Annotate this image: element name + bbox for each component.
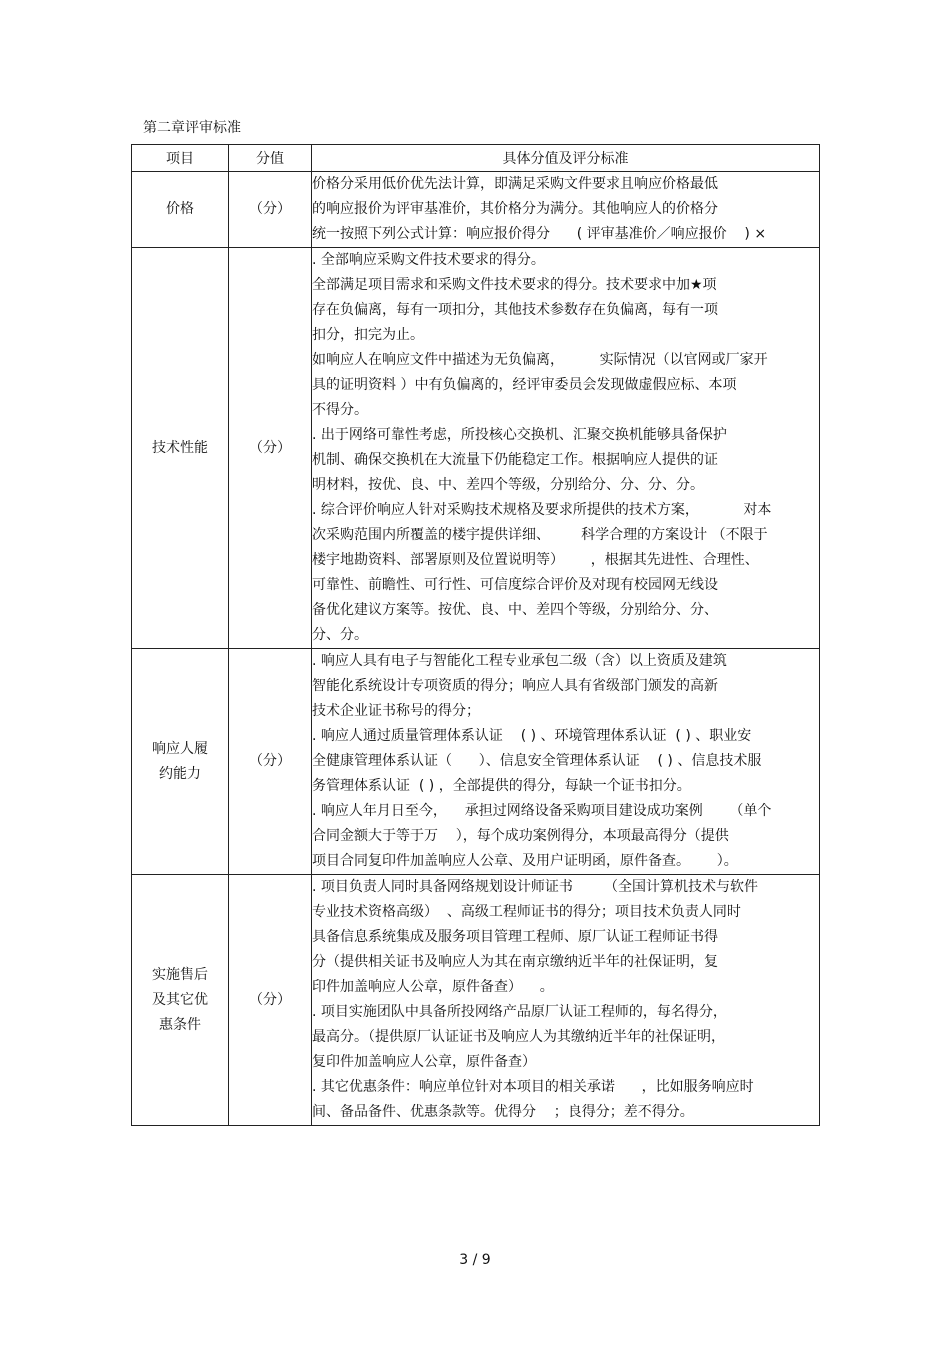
- criteria-line: 印件加盖响应人公章，原件备查） 。: [312, 979, 554, 995]
- criteria-line: 价格分采用低价优先法计算，即满足采购文件要求且响应价格最低: [312, 176, 718, 192]
- criteria-line: 如响应人在响应文件中描述为无负偏离， 实际情况（以官网或厂家开: [312, 352, 768, 368]
- item-name-line: 实施售后: [152, 966, 208, 983]
- criteria-line: . 响应人年月日至今， 承担过网络设备采购项目建设成功案例 （单个: [312, 803, 772, 819]
- criteria-line: 楼宇地勘资料、部署原则及位置说明等） ，根据其先进性、合理性、: [312, 552, 759, 568]
- page-number: 3 / 9: [459, 1252, 491, 1268]
- item-name-line: 响应人履: [152, 740, 208, 757]
- row-score: （分）: [229, 649, 312, 875]
- criteria-line: 全健康管理体系认证（ ）、信息安全管理体系认证 ( ) 、信息技术服: [312, 753, 762, 769]
- row-criteria-detail: [312, 248, 820, 649]
- criteria-line: 扣分，扣完为止。: [312, 327, 424, 343]
- criteria-line: 全部满足项目需求和采购文件技术要求的得分。技术要求中加★项: [312, 277, 717, 293]
- table-row: [132, 248, 820, 649]
- criteria-line: 最高分。（提供原厂认证证书及响应人为其缴纳近半年的社保证明，: [312, 1029, 725, 1045]
- table-row: [132, 649, 820, 875]
- criteria-line: 备优化建议方案等。按优、良、中、差四个等级，分别给分、分、: [312, 602, 718, 618]
- row-score: （分）: [229, 875, 312, 1126]
- row-score: （分）: [229, 248, 312, 649]
- item-name-line: 惠条件: [159, 1016, 201, 1033]
- table-row: [132, 875, 820, 1126]
- chapter-title: 第二章评审标准: [143, 120, 241, 136]
- criteria-line: 明材料，按优、良、中、差四个等级，分别给分、分、分、分。: [312, 477, 704, 493]
- header-score: 分值: [229, 145, 312, 172]
- criteria-line: 合同金额大于等于万 ），每个成功案例得分，本项最高得分（提供: [312, 828, 729, 844]
- criteria-line: 具的证明资料 ）中有负偏离的，经评审委员会发现做虚假应标、本项: [312, 377, 737, 393]
- criteria-line: 的响应报价为评审基准价，其价格分为满分。其他响应人的价格分: [312, 201, 718, 217]
- header-item: 项目: [132, 145, 229, 172]
- criteria-line: 分、分。: [312, 627, 368, 643]
- item-name-line: 及其它优: [152, 991, 208, 1008]
- row-criteria-detail: [312, 649, 820, 875]
- criteria-line: . 出于网络可靠性考虑，所投核心交换机、汇聚交换机能够具备保护: [312, 427, 727, 443]
- criteria-line: 不得分。: [312, 402, 368, 418]
- criteria-line: . 全部响应采购文件技术要求的得分。: [312, 252, 545, 268]
- evaluation-criteria-table: [131, 144, 820, 1126]
- criteria-line: 复印件加盖响应人公章，原件备查）: [312, 1054, 536, 1070]
- criteria-line: 存在负偏离，每有一项扣分，其他技术参数存在负偏离，每有一项: [312, 302, 718, 318]
- criteria-line: . 项目实施团队中具备所投网络产品原厂认证工程师的，每名得分，: [312, 1004, 727, 1020]
- header-criteria: 具体分值及评分标准: [312, 145, 820, 172]
- criteria-line: 务管理体系认证 ( ) ，全部提供的得分，每缺一个证书扣分。: [312, 778, 691, 794]
- criteria-line: 专业技术资格高级） 、高级工程师证书的得分；项目技术负责人同时: [312, 904, 741, 920]
- criteria-line: 具备信息系统集成及服务项目管理工程师、原厂认证工程师证书得: [312, 929, 718, 945]
- criteria-line: 统一按照下列公式计算：响应报价得分 ( 评审基准价／响应报价 ) ×: [312, 226, 767, 242]
- criteria-line: 机制、确保交换机在大流量下仍能稳定工作。根据响应人提供的证: [312, 452, 718, 468]
- criteria-line: . 响应人具有电子与智能化工程专业承包二级（含）以上资质及建筑: [312, 653, 727, 669]
- row-criteria-detail: [312, 172, 820, 248]
- row-item-name: [132, 875, 229, 1126]
- row-item-name: [132, 172, 229, 248]
- item-name-line: 约能力: [159, 765, 201, 782]
- criteria-line: 次采购范围内所覆盖的楼宇提供详细、 科学合理的方案设计 （不限于: [312, 527, 768, 543]
- criteria-line: . 项目负责人同时具备网络规划设计师证书 （全国计算机技术与软件: [312, 879, 759, 895]
- row-score: （分）: [229, 172, 312, 248]
- criteria-line: 分（提供相关证书及响应人为其在南京缴纳近半年的社保证明，复: [312, 954, 718, 970]
- criteria-line: . 综合评价响应人针对采购技术规格及要求所提供的技术方案， 对本: [312, 502, 772, 518]
- row-criteria-detail: [312, 875, 820, 1126]
- criteria-line: 智能化系统设计专项资质的得分；响应人具有省级部门颁发的高新: [312, 678, 718, 694]
- criteria-line: 技术企业证书称号的得分；: [312, 703, 480, 719]
- row-item-name: [132, 649, 229, 875]
- criteria-line: 可靠性、前瞻性、可行性、可信度综合评价及对现有校园网无线设: [312, 577, 718, 593]
- criteria-line: . 其它优惠条件：响应单位针对本项目的相关承诺 ，比如服务响应时: [312, 1079, 754, 1095]
- table-row: [132, 172, 820, 248]
- criteria-line: 项目合同复印件加盖响应人公章、及用户证明函，原件备查。 ）。: [312, 853, 738, 869]
- row-item-name: [132, 248, 229, 649]
- item-name-line: 价格: [166, 201, 194, 217]
- criteria-line: . 响应人通过质量管理体系认证 ( ) 、环境管理体系认证 ( ) 、职业安: [312, 728, 752, 744]
- item-name-line: 技术性能: [152, 439, 208, 456]
- criteria-line: 间、备品备件、优惠条款等。优得分 ；良得分；差不得分。: [312, 1104, 694, 1120]
- table-header-row: [132, 145, 820, 172]
